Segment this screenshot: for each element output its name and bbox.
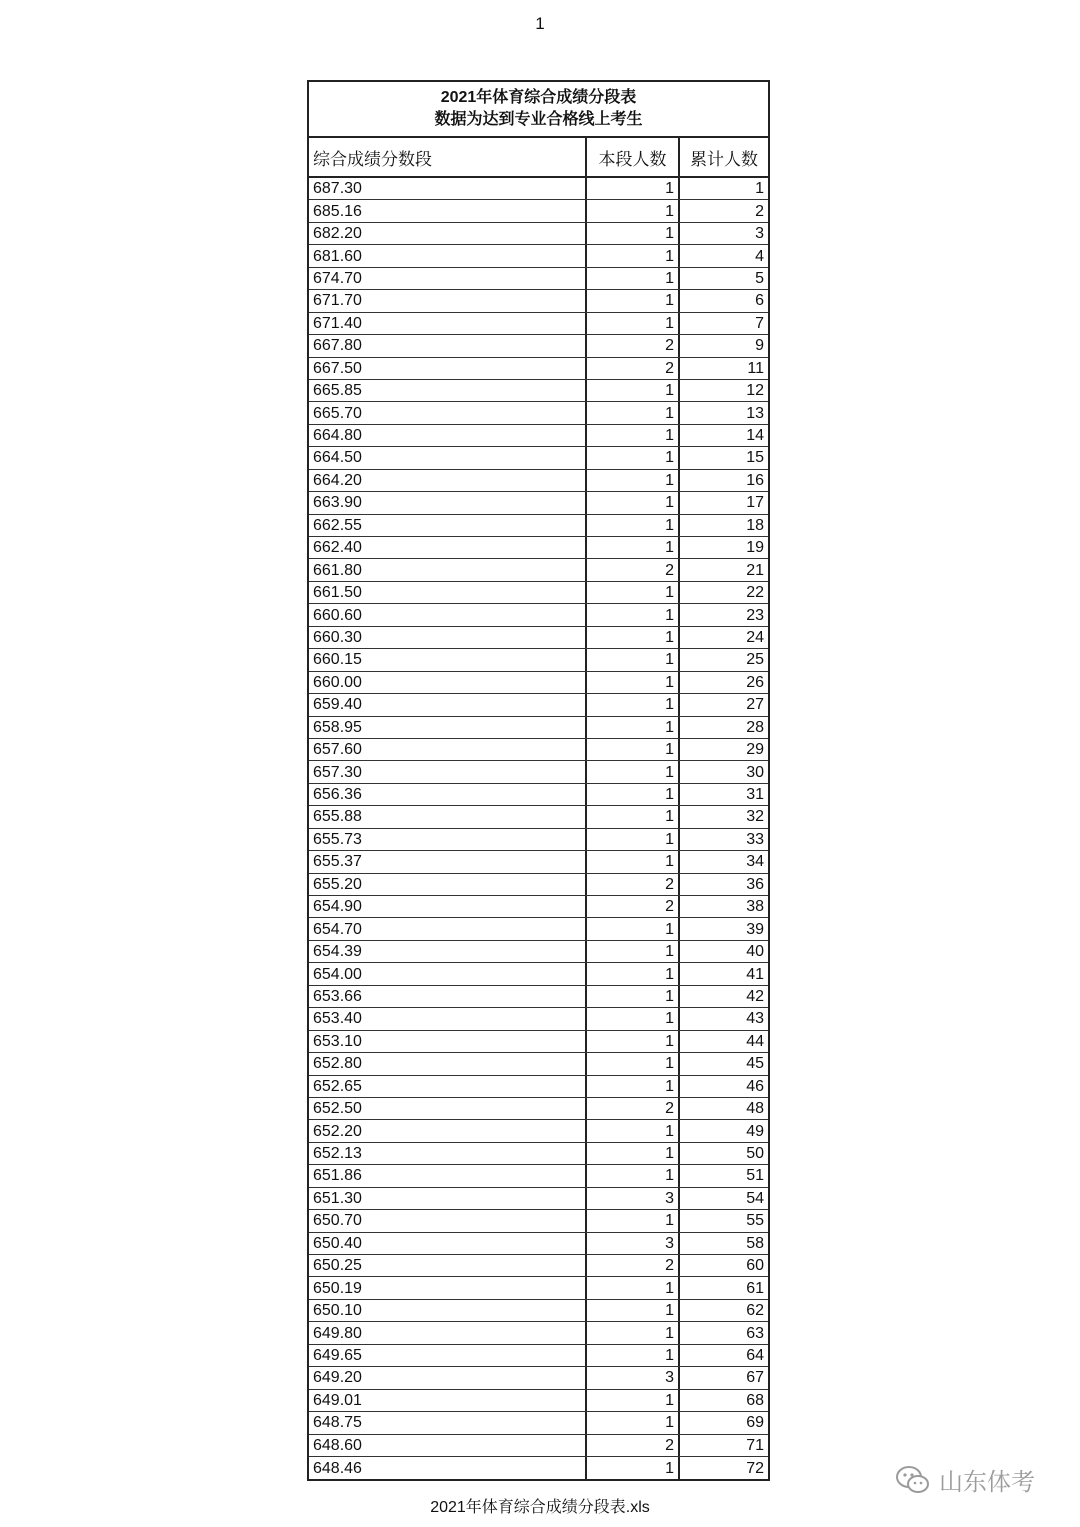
score-cell: 665.70 [309, 402, 587, 423]
score-cell: 653.40 [309, 1008, 587, 1029]
cumulative-cell: 30 [746, 763, 764, 781]
score-cell: 665.85 [309, 380, 587, 401]
table-row [309, 245, 768, 267]
table-row [309, 896, 768, 918]
wechat-icon [895, 1465, 931, 1495]
band-count-cell: 1 [587, 200, 680, 221]
table-row [309, 1390, 768, 1412]
table-row [309, 672, 768, 694]
band-count-cell: 1 [587, 1031, 680, 1052]
score-cell: 660.30 [309, 627, 587, 648]
table-row [309, 941, 768, 963]
band-count-cell: 2 [587, 1255, 680, 1276]
score-cell: 662.40 [309, 537, 587, 558]
cumulative-cell: 7 [755, 314, 764, 332]
table-row [309, 492, 768, 514]
score-table [307, 80, 770, 1481]
table-row [309, 874, 768, 896]
header-score: 综合成绩分数段 [309, 138, 587, 176]
table-row [309, 402, 768, 424]
table-title-block [309, 82, 768, 138]
cumulative-cell: 16 [746, 471, 764, 489]
cumulative-cell: 43 [746, 1010, 764, 1028]
score-cell: 650.25 [309, 1255, 587, 1276]
table-row [309, 1255, 768, 1277]
score-cell: 655.88 [309, 806, 587, 827]
score-cell: 650.70 [309, 1210, 587, 1231]
score-cell: 655.73 [309, 829, 587, 850]
cumulative-cell: 28 [746, 718, 764, 736]
watermark-text: 山东体考 [939, 1469, 1035, 1496]
band-count-cell: 2 [587, 1098, 680, 1119]
table-row [309, 1322, 768, 1344]
band-count-cell: 1 [587, 829, 680, 850]
watermark [895, 1462, 1035, 1497]
table-subtitle: 数据为达到专业合格线上考生 [434, 111, 643, 128]
score-cell: 651.86 [309, 1165, 587, 1186]
cumulative-cell: 58 [746, 1234, 764, 1252]
table-row [309, 1435, 768, 1457]
table-row [309, 784, 768, 806]
band-count-cell: 2 [587, 559, 680, 580]
table-row [309, 1233, 768, 1255]
cumulative-cell: 69 [746, 1414, 764, 1432]
table-row [309, 1098, 768, 1120]
score-cell: 649.80 [309, 1322, 587, 1343]
score-cell: 663.90 [309, 492, 587, 513]
band-count-cell: 3 [587, 1188, 680, 1209]
page-number: 1 [535, 14, 545, 33]
score-cell: 651.30 [309, 1188, 587, 1209]
band-count-cell: 1 [587, 1143, 680, 1164]
band-count-cell: 1 [587, 1008, 680, 1029]
score-cell: 652.13 [309, 1143, 587, 1164]
table-row [309, 1210, 768, 1232]
score-cell: 652.80 [309, 1053, 587, 1074]
band-count-cell: 1 [587, 1277, 680, 1298]
table-row [309, 268, 768, 290]
table-row [309, 739, 768, 761]
cumulative-cell: 15 [746, 449, 764, 467]
cumulative-cell: 61 [746, 1279, 764, 1297]
band-count-cell: 1 [587, 313, 680, 334]
score-cell: 659.40 [309, 694, 587, 715]
table-row [309, 380, 768, 402]
cumulative-cell: 3 [755, 225, 764, 243]
table-row [309, 963, 768, 985]
cumulative-cell: 36 [746, 875, 764, 893]
score-cell: 652.65 [309, 1076, 587, 1097]
band-count-cell: 1 [587, 470, 680, 491]
cumulative-cell: 26 [746, 673, 764, 691]
table-row [309, 1457, 768, 1479]
band-count-cell: 1 [587, 245, 680, 266]
score-cell: 649.01 [309, 1390, 587, 1411]
score-cell: 664.50 [309, 447, 587, 468]
cumulative-cell: 44 [746, 1032, 764, 1050]
score-cell: 667.50 [309, 358, 587, 379]
table-row [309, 537, 768, 559]
cumulative-cell: 72 [746, 1459, 764, 1477]
band-count-cell: 1 [587, 761, 680, 782]
score-cell: 653.66 [309, 986, 587, 1007]
band-count-cell: 1 [587, 1412, 680, 1433]
cumulative-cell: 9 [755, 337, 764, 355]
band-count-cell: 1 [587, 986, 680, 1007]
cumulative-cell: 64 [746, 1346, 764, 1364]
cumulative-cell: 42 [746, 987, 764, 1005]
cumulative-cell: 33 [746, 830, 764, 848]
score-cell: 661.50 [309, 582, 587, 603]
cumulative-cell: 50 [746, 1145, 764, 1163]
table-row [309, 515, 768, 537]
band-count-cell: 1 [587, 268, 680, 289]
band-count-cell: 1 [587, 851, 680, 872]
band-count-cell: 1 [587, 739, 680, 760]
table-row [309, 335, 768, 357]
band-count-cell: 1 [587, 492, 680, 513]
table-row [309, 604, 768, 626]
score-cell: 660.15 [309, 649, 587, 670]
band-count-cell: 1 [587, 1165, 680, 1186]
cumulative-cell: 29 [746, 741, 764, 759]
header-cumulative: 累计人数 [690, 149, 758, 169]
table-row [309, 986, 768, 1008]
table-row [309, 1053, 768, 1075]
table-header-row [309, 138, 768, 178]
score-cell: 657.30 [309, 761, 587, 782]
table-row [309, 694, 768, 716]
table-row [309, 1143, 768, 1165]
cumulative-cell: 12 [746, 382, 764, 400]
cumulative-cell: 1 [755, 180, 764, 198]
band-count-cell: 2 [587, 896, 680, 917]
table-row [309, 627, 768, 649]
band-count-cell: 1 [587, 425, 680, 446]
band-count-cell: 1 [587, 694, 680, 715]
table-row [309, 559, 768, 581]
score-cell: 650.19 [309, 1277, 587, 1298]
cumulative-cell: 45 [746, 1055, 764, 1073]
cumulative-cell: 6 [755, 292, 764, 310]
score-cell: 649.20 [309, 1367, 587, 1388]
band-count-cell: 1 [587, 1210, 680, 1231]
band-count-cell: 2 [587, 335, 680, 356]
score-cell: 685.16 [309, 200, 587, 221]
table-body [309, 178, 768, 1479]
table-row [309, 1031, 768, 1053]
band-count-cell: 1 [587, 1053, 680, 1074]
table-row [309, 200, 768, 222]
table-row [309, 1076, 768, 1098]
band-count-cell: 1 [587, 918, 680, 939]
score-cell: 664.80 [309, 425, 587, 446]
cumulative-cell: 60 [746, 1257, 764, 1275]
score-cell: 652.50 [309, 1098, 587, 1119]
score-cell: 682.20 [309, 223, 587, 244]
cumulative-cell: 5 [755, 269, 764, 287]
score-cell: 660.60 [309, 604, 587, 625]
cumulative-cell: 48 [746, 1100, 764, 1118]
score-cell: 650.40 [309, 1233, 587, 1254]
cumulative-cell: 24 [746, 628, 764, 646]
cumulative-cell: 54 [746, 1189, 764, 1207]
table-row [309, 806, 768, 828]
band-count-cell: 1 [587, 178, 680, 199]
score-cell: 649.65 [309, 1345, 587, 1366]
band-count-cell: 1 [587, 784, 680, 805]
cumulative-cell: 68 [746, 1391, 764, 1409]
cumulative-cell: 23 [746, 606, 764, 624]
band-count-cell: 3 [587, 1233, 680, 1254]
score-cell: 661.80 [309, 559, 587, 580]
score-cell: 662.55 [309, 515, 587, 536]
score-cell: 671.40 [309, 313, 587, 334]
score-cell: 660.00 [309, 672, 587, 693]
cumulative-cell: 17 [746, 494, 764, 512]
cumulative-cell: 40 [746, 943, 764, 961]
table-row [309, 1188, 768, 1210]
band-count-cell: 1 [587, 1390, 680, 1411]
band-count-cell: 1 [587, 604, 680, 625]
cumulative-cell: 39 [746, 920, 764, 938]
table-row [309, 761, 768, 783]
table-row [309, 1120, 768, 1142]
table-row [309, 358, 768, 380]
band-count-cell: 1 [587, 717, 680, 738]
cumulative-cell: 25 [746, 651, 764, 669]
header-band-count: 本段人数 [587, 138, 680, 176]
table-row [309, 918, 768, 940]
footer-filename: 2021年体育综合成绩分段表.xls [430, 1499, 650, 1516]
score-cell: 671.70 [309, 290, 587, 311]
table-row [309, 1008, 768, 1030]
table-row [309, 1165, 768, 1187]
band-count-cell: 1 [587, 1457, 680, 1479]
cumulative-cell: 63 [746, 1324, 764, 1342]
table-row [309, 470, 768, 492]
table-title: 2021年体育综合成绩分段表 [440, 89, 637, 106]
cumulative-cell: 21 [746, 561, 764, 579]
table-row [309, 447, 768, 469]
table-row [309, 851, 768, 873]
table-row [309, 1277, 768, 1299]
cumulative-cell: 11 [747, 359, 764, 377]
band-count-cell: 1 [587, 1120, 680, 1141]
band-count-cell: 3 [587, 1367, 680, 1388]
cumulative-cell: 51 [746, 1167, 764, 1185]
table-row [309, 223, 768, 245]
band-count-cell: 1 [587, 1322, 680, 1343]
band-count-cell: 1 [587, 582, 680, 603]
score-cell: 654.70 [309, 918, 587, 939]
table-row [309, 1412, 768, 1434]
score-cell: 658.95 [309, 717, 587, 738]
cumulative-cell: 22 [746, 584, 764, 602]
score-cell: 654.39 [309, 941, 587, 962]
cumulative-cell: 46 [746, 1077, 764, 1095]
band-count-cell: 1 [587, 941, 680, 962]
band-count-cell: 1 [587, 537, 680, 558]
score-cell: 655.20 [309, 874, 587, 895]
band-count-cell: 2 [587, 358, 680, 379]
table-row [309, 1367, 768, 1389]
table-row [309, 582, 768, 604]
cumulative-cell: 2 [755, 202, 764, 220]
band-count-cell: 1 [587, 627, 680, 648]
band-count-cell: 1 [587, 649, 680, 670]
score-cell: 664.20 [309, 470, 587, 491]
band-count-cell: 1 [587, 963, 680, 984]
band-count-cell: 1 [587, 223, 680, 244]
score-cell: 648.60 [309, 1435, 587, 1456]
cumulative-cell: 62 [746, 1302, 764, 1320]
cumulative-cell: 49 [746, 1122, 764, 1140]
cumulative-cell: 71 [746, 1436, 764, 1454]
table-row [309, 717, 768, 739]
score-cell: 687.30 [309, 178, 587, 199]
band-count-cell: 1 [587, 1345, 680, 1366]
table-row [309, 313, 768, 335]
score-cell: 653.10 [309, 1031, 587, 1052]
cumulative-cell: 31 [746, 786, 764, 804]
cumulative-cell: 14 [746, 427, 764, 445]
cumulative-cell: 19 [746, 539, 764, 557]
band-count-cell: 1 [587, 290, 680, 311]
score-cell: 674.70 [309, 268, 587, 289]
band-count-cell: 1 [587, 1300, 680, 1321]
score-cell: 681.60 [309, 245, 587, 266]
score-cell: 656.36 [309, 784, 587, 805]
cumulative-cell: 41 [746, 965, 764, 983]
score-cell: 648.46 [309, 1457, 587, 1479]
table-row [309, 178, 768, 200]
band-count-cell: 2 [587, 874, 680, 895]
score-cell: 667.80 [309, 335, 587, 356]
score-cell: 655.37 [309, 851, 587, 872]
band-count-cell: 1 [587, 806, 680, 827]
score-cell: 654.00 [309, 963, 587, 984]
cumulative-cell: 34 [746, 853, 764, 871]
band-count-cell: 1 [587, 672, 680, 693]
score-cell: 648.75 [309, 1412, 587, 1433]
table-row [309, 649, 768, 671]
table-row [309, 425, 768, 447]
cumulative-cell: 32 [746, 808, 764, 826]
cumulative-cell: 18 [746, 516, 764, 534]
score-cell: 652.20 [309, 1120, 587, 1141]
cumulative-cell: 27 [746, 696, 764, 714]
band-count-cell: 1 [587, 380, 680, 401]
cumulative-cell: 13 [746, 404, 764, 422]
band-count-cell: 1 [587, 447, 680, 468]
cumulative-cell: 67 [746, 1369, 764, 1387]
table-row [309, 1345, 768, 1367]
band-count-cell: 2 [587, 1435, 680, 1456]
table-row [309, 1300, 768, 1322]
table-row [309, 829, 768, 851]
score-cell: 650.10 [309, 1300, 587, 1321]
score-cell: 657.60 [309, 739, 587, 760]
band-count-cell: 1 [587, 515, 680, 536]
score-cell: 654.90 [309, 896, 587, 917]
cumulative-cell: 4 [755, 247, 764, 265]
band-count-cell: 1 [587, 402, 680, 423]
band-count-cell: 1 [587, 1076, 680, 1097]
cumulative-cell: 38 [746, 898, 764, 916]
table-row [309, 290, 768, 312]
cumulative-cell: 55 [746, 1212, 764, 1230]
